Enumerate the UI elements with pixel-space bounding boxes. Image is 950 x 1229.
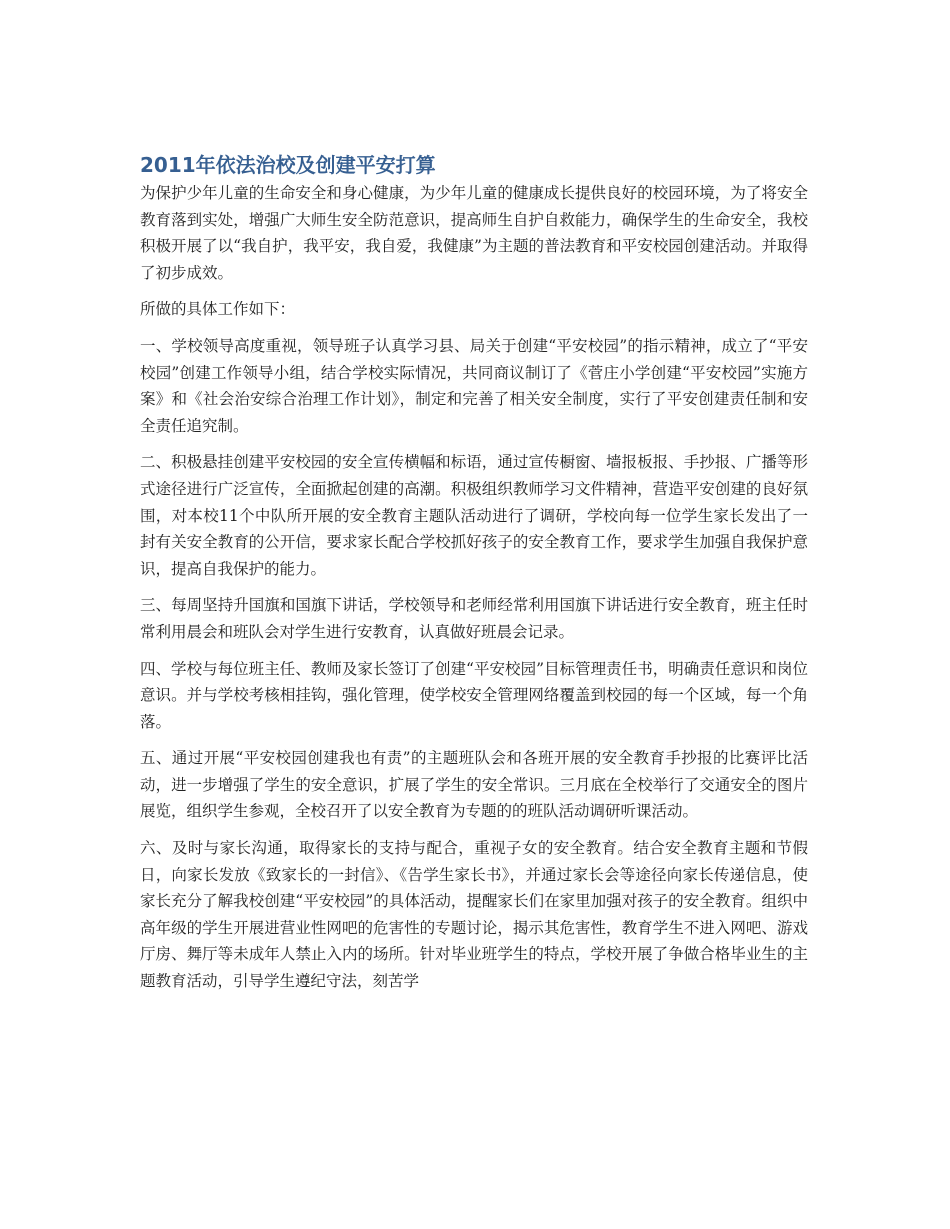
section-two-paragraph: 二、积极悬挂创建平安校园的安全宣传横幅和标语，通过宣传橱窗、墙报板报、手抄报、广播等形式途径进行广泛宣传，全面掀起创建的高潮。积极组织教师学习文件精神，营造平安创建的良好氛围，对本校11个中队所开展的安全教育主题队活动进行了调研，学校向每一位学生家长发出了一封有关安全教育的公开信，要求家长配合学校抓好孩子的安全教育工作，要求学生加强自我保护意识，提高自我保护的能力。	[140, 453, 808, 578]
section-three-paragraph: 三、每周坚持升国旗和国旗下讲话，学校领导和老师经常利用国旗下讲话进行安全教育，班主任时常利用晨会和班队会对学生进行安教育，认真做好班晨会记录。	[140, 596, 808, 641]
section-one-paragraph: 一、学校领导高度重视，领导班子认真学习县、局关于创建“平安校园”的指示精神，成立了“平安校园”创建工作领导小组，结合学校实际情况，共同商议制订了《菅庄小学创建“平安校园”实施方案》和《社会治安综合治理工作计划》，制定和完善了相关安全制度，实行了平安创建责任制和安全责任追究制。	[140, 336, 808, 435]
section-four-paragraph: 四、学校与每位班主任、教师及家长签订了创建“平安校园”目标管理责任书，明确责任意识和岗位意识。并与学校考核相挂钩，强化管理，使学校安全管理网络覆盖到校园的每一个区域，每一个角落。	[140, 659, 808, 731]
document-body	[140, 150, 808, 995]
intro-paragraph: 为保护少年儿童的生命安全和身心健康，为少年儿童的健康成长提供良好的校园环境，为了将安全教育落到实处，增强广大师生安全防范意识，提高师生自护自救能力，确保学生的生命安全，我校积极开展了以“我自护，我平安，我自爱，我健康”为主题的普法教育和平安校园创建活动。并取得了初步成效。	[140, 184, 808, 282]
work-summary-lead: 所做的具体工作如下：	[140, 300, 296, 319]
section-five-paragraph: 五、通过开展“平安校园创建我也有责”的主题班队会和各班开展的安全教育手抄报的比赛评比活动，进一步增强了学生的安全意识，扩展了学生的安全常识。三月底在全校举行了交通安全的图片展览，组织学生参观，全校召开了以安全教育为专题的的班队活动调研听课活动。	[140, 749, 808, 821]
document-title: 2011年依法治校及创建平安打算	[140, 153, 436, 177]
section-six-paragraph: 六、及时与家长沟通，取得家长的支持与配合，重视子女的安全教育。结合安全教育主题和节假日，向家长发放《致家长的一封信》、《告学生家长书》，并通过家长会等途径向家长传递信息，使家长充分了解我校创建“平安校园”的具体活动，提醒家长们在家里加强对孩子的安全教育。组织中高年级的学生开展进营业性网吧的危害性的专题讨论，揭示其危害性，教育学生不进入网吧、游戏厅房、舞厅等未成年人禁止入内的场所。针对毕业班学生的特点，学校开展了争做合格毕业生的主题教育活动，引导学生遵纪守法，刻苦学	[140, 839, 808, 991]
